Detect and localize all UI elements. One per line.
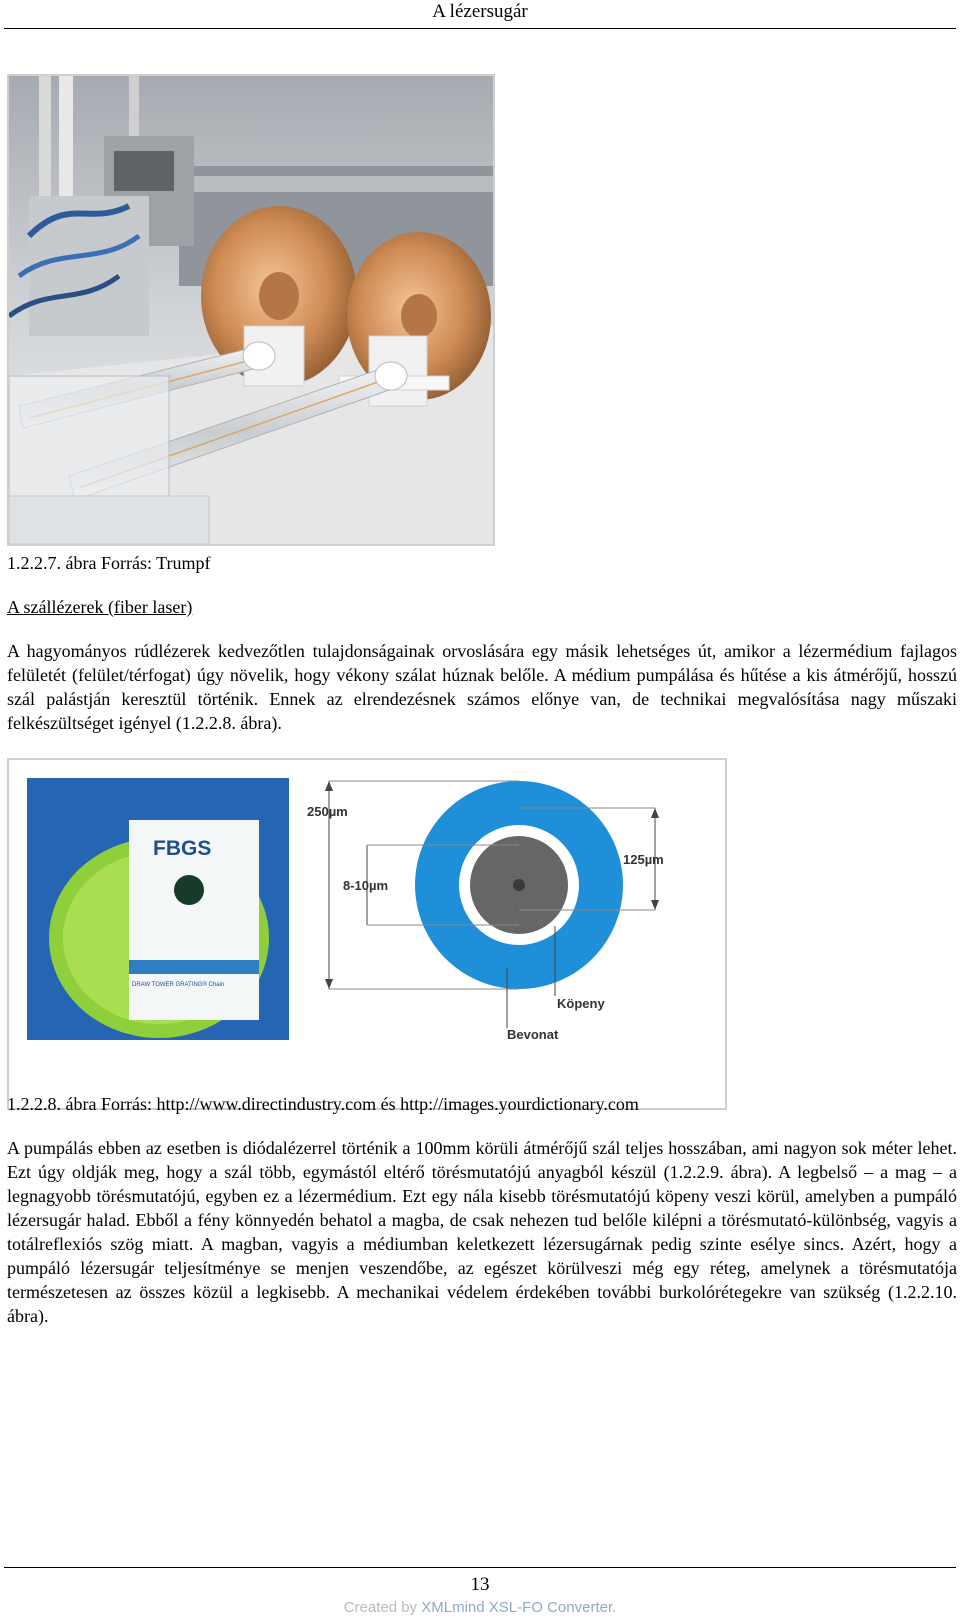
page-header-title: A lézersugár [432, 1, 528, 22]
credit-brand-link[interactable]: XMLmind XSL-FO Converter. [421, 1599, 617, 1616]
label-coating: Bevonat [507, 1027, 559, 1042]
paragraph-1: A hagyományos rúdlézerek kedvezőtlen tulajdonságainak orvoslására egy másik lehetséges út, amikor a lézermédium fajlagos felületét (felület/térfogat) úgy növelik, hogy vékony szálat húznak belőle. A médium pumpálása és hűtése a kis átmérőjű, hosszú szál palástján keresztül történik. Ennek az elrendezésnek számos előnye van, de technikai megvalósítása nagy műszaki felkészültséget igényel (1.2.2.8. ábra). [7, 641, 957, 733]
fiber-core [513, 879, 525, 891]
page-number: 13 [470, 1574, 490, 1595]
laser-machine-photo [7, 74, 495, 546]
fiber-figure [7, 758, 727, 1110]
figure1-caption [7, 551, 957, 575]
section-heading [7, 595, 957, 619]
credit-prefix: Created by [343, 1599, 422, 1616]
converter-credit [4, 1598, 956, 1618]
figure2-caption-text: 1.2.2.8. ábra Forrás: http://www.directindustry.com és http://images.yourdictionary.com [7, 1094, 639, 1114]
label-core-diameter: 8-10µm [343, 878, 389, 893]
figure1-caption-text: 1.2.2.7. ábra Forrás: Trumpf [7, 553, 211, 573]
spool-text: DRAW TOWER GRATING® Chain [132, 982, 225, 988]
paragraph-2: A pumpálás ebben az esetben is diódalézerrel történik a 100mm körüli átmérőjű szál teljes hosszában, ami nagyon sok méter lehet. Ezt úgy oldják meg, hogy a szál több, egymástól eltérő törésmutatójú anyagból készül (1.2.2.9. ábra). A legbelső – a mag – a legnagyobb törésmutatójú, egyben ez a lézermédium. Ezt egy nála kisebb törésmutatójú köpeny veszi körül, amelyben a pumpáló lézersugár halad. Ebből a fény könnyedén behatol a magba, de csak nehezen tud belőle kilépni a törésmutató-különbség, vagyis a totálreflexiós szög miatt. A magban, vagyis a médiumban keletkezett lézersugárnak pedig szinte esélye sincs. Azért, hogy a pumpáló lézersugár teljesítménye se menjen veszendőbe, az egészet körülveszi még egy réteg, amelynek a törésmutatója természetesen az összes közül a legkisebb. A mechanikai védelem érdekében további burkolórétegekre van szükség (1.2.2.10. ábra). [7, 1138, 957, 1326]
label-cladding-diameter: 125µm [623, 852, 664, 867]
spool-brand: FBGS [153, 837, 212, 860]
page-header [4, 0, 956, 29]
section-heading-text: A szállézerek (fiber laser) [7, 597, 193, 617]
label-cladding: Köpeny [557, 996, 605, 1011]
spool-hole [174, 875, 204, 905]
figure2-caption [7, 1092, 957, 1116]
label-outer-diameter: 250µm [307, 804, 348, 819]
footer-rule [4, 1567, 956, 1568]
